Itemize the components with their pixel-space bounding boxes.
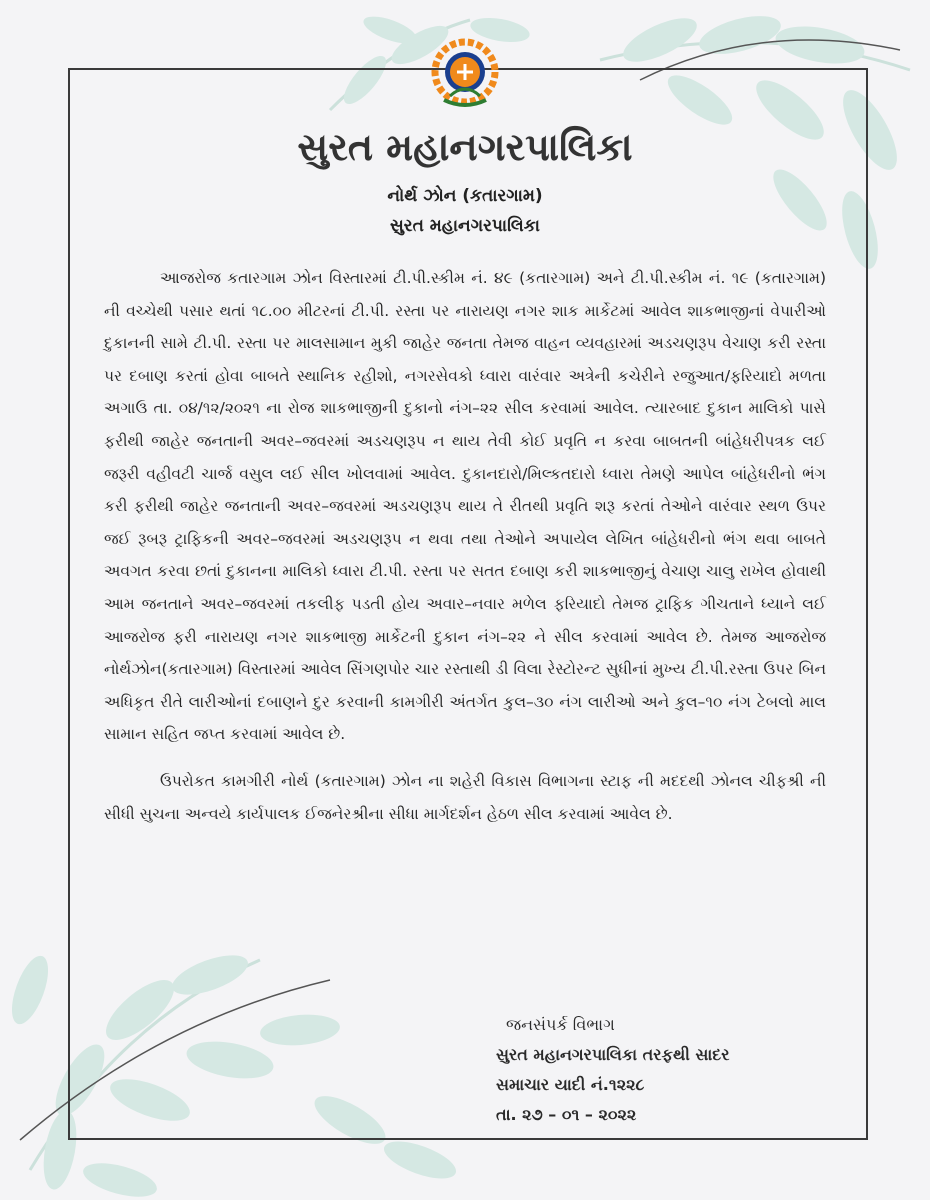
org-title: સુરત મહાનગરપાલિકા	[297, 124, 633, 169]
department-name: જનસંપર્ક વિભાગ	[506, 1015, 615, 1034]
zone-line: નોર્થ ઝોન (કતારગામ)	[387, 186, 543, 206]
signature-block	[496, 1010, 730, 1130]
release-number: સમાચાર યાદી નં.૧૨૨૮	[496, 1075, 645, 1094]
paragraph-2: ઉપરોકત કામગીરી નોર્થ (કતારગામ) ઝોન ના શહેરી વિકાસ વિભાગના સ્ટાફ ની મદદથી ઝોનલ ચીફશ્રી ની સીધી સુચના અન્વયે કાર્યપાલક ઈજનેરશ્રીના સીધા માર્ગદર્શન હેઠળ સીલ કરવામાં આવેલ છે.	[104, 771, 826, 823]
press-release-body	[104, 262, 826, 830]
paragraph-1: આજરોજ કતારગામ ઝોન વિસ્તારમાં ટી.પી.સ્કીમ નં. ૪૯ (કતારગામ) અને ટી.પી.સ્કીમ નં. ૧૯ (કતારગામ) ની વચ્ચેથી પસાર થતાં ૧૮.૦૦ મીટરનાં ટી.પી. રસ્તા પર નારાયણ નગર શાક માર્કેટમાં આવેલ શાકભાજીનાં વેપારીઓ દુકાનની સામે ટી.પી. રસ્તા પર માલસામાન મુકી જાહેર જનતા તેમજ વાહન વ્યવહારમાં અડચણરૂપ વેચાણ કરી રસ્તા પર દબાણ કરતાં હોવા બાબતે સ્થાનિક રહીશો, નગરસેવકો ધ્વારા વારંવાર અત્રેની કચેરીને રજુઆત/ફરિયાદો મળતા અગાઉ તા. ૦૪/૧૨/૨૦૨૧ ના રોજ શાકભાજીની દુકાનો નંગ–૨૨ સીલ કરવામાં આવેલ. ત્યારબાદ દુકાન માલિકો પાસે ફરીથી જાહેર જનતાની અવર–જવરમાં અડચણરૂપ ન થાય તેવી કોઈ પ્રવૃતિ ન કરવા બાબતની બાંહેધરીપત્રક લઈ જરૂરી વહીવટી ચાર્જ વસુલ લઈ સીલ ખોલવામાં આવેલ. દુકાનદારો/મિલ્કતદારો ધ્વારા તેમણે આપેલ બાંહેધરીનો ભંગ કરી ફરીથી જાહેર જનતાની અવર–જવરમાં અડચણરૂપ થાય તે રીતથી પ્રવૃતિ શરૂ કરતાં તેઓને વારંવાર સ્થળ ઉપર જઈ રૂબરૂ ટ્રાફિકની અવર–જવરમાં અડચણરૂપ ન થવા તથા તેઓને અપાયેલ લેખિત બાંહેધરીનો ભંગ થવા બાબતે અવગત કરવા છતાં દુકાનના માલિકો ધ્વારા ટી.પી. રસ્તા પર સતત દબાણ કરી શાકભાજીનું વેચાણ ચાલુ રાખેલ હોવાથી આમ જનતાને અવર–જવરમાં તકલીફ પડતી હોય અવાર–નવાર મળેલ ફરિયાદો તેમજ ટ્રાફિક ગીચતાને ધ્યાને લઈ આજરોજ ફરી નારાયણ નગર શાકભાજી માર્કેટની દુકાન નંગ–૨૨ ને સીલ કરવામાં આવેલ છે. તેમજ આજરોજ નોર્થઝોન(કતારગામ) વિસ્તારમાં આવેલ સિંગણપોર ચાર રસ્તાથી ડી વિલા રેસ્ટોરન્ટ સુધીનાં મુખ્ય ટી.પી.રસ્તા ઉપર બિન અધિકૃત રીતે લારીઓનાં દબાણને દુર કરવાની કામગીરી અંતર્ગત કુલ–૩૦ નંગ લારીઓ અને કુલ–૧૦ નંગ ટેબલો માલ સામાન સહિત જપ્ત કરવામાં આવેલ છે.	[104, 269, 826, 744]
org-line: સુરત મહાનગરપાલિકા	[390, 216, 540, 236]
smc-logo-icon	[426, 38, 504, 122]
issuer-line: સુરત મહાનગરપાલિકા તરફથી સાદર	[496, 1045, 730, 1064]
release-date: તા. ૨૭ – ૦૧ – ૨૦૨૨	[496, 1105, 637, 1124]
